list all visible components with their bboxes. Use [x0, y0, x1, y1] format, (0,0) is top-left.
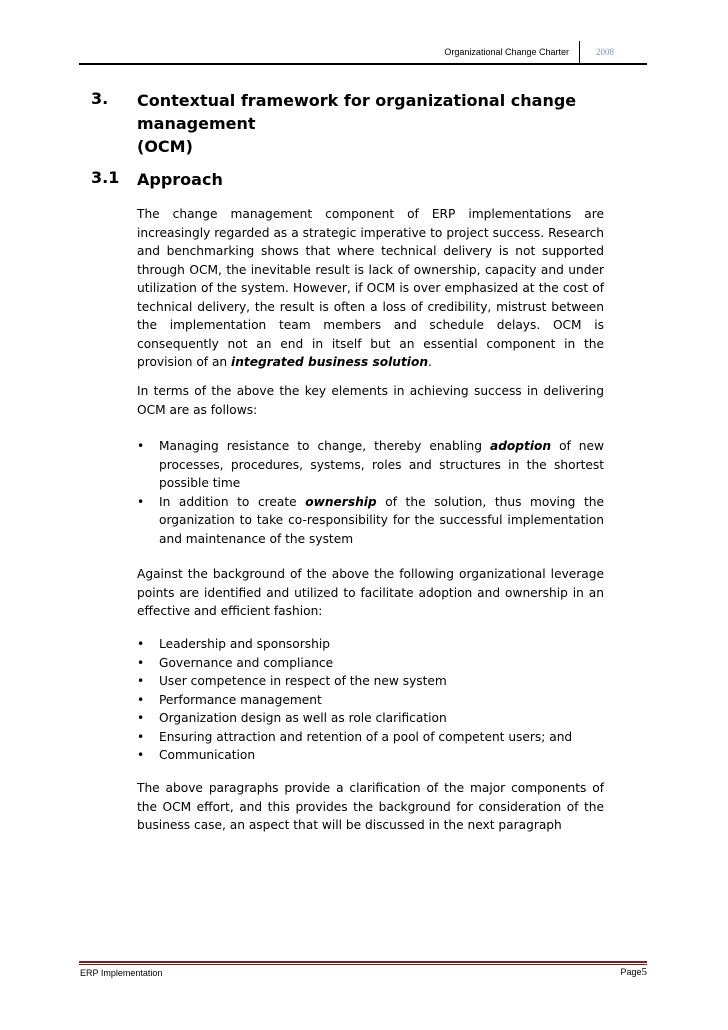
paragraph-4: The above paragraphs provide a clarification of the major components of the OCM effort, and this provides the background for consideration of the business case, an aspect that will be discussed in the next paragraph [137, 781, 604, 832]
section-number: 3. [91, 89, 109, 108]
footer-rule [79, 961, 647, 963]
paragraph-3: Against the background of the above the following organizational leverage points are identified and utilized to facilitate adoption and ownership in an effective and efficient fashion: [137, 567, 604, 618]
list-item: • In addition to create ownership of the solution, thus moving the organization to take co-responsibility for the successful implementation and maintenance of the system [137, 494, 604, 546]
section-title [137, 89, 637, 158]
bullet-icon: • [137, 637, 145, 651]
list-item: • Ensuring attraction and retention of a pool of competent users; and [137, 728, 604, 747]
section-title-line1: Contextual framework for organizational change management [137, 91, 577, 133]
bullet-icon: • [137, 729, 145, 744]
page-number-value: 5 [641, 966, 647, 978]
paragraph-1 [137, 205, 604, 372]
bullet-icon: • [137, 692, 145, 707]
section-title-line2: (OCM) [137, 137, 193, 156]
list-item: • Managing resistance to change, thereby enabling adoption of new processes, procedures, systems, roles and structures in the shortest possible time [137, 439, 605, 490]
list-item: • User competence in respect of the new system [137, 672, 604, 691]
paragraph-1-text: The change management component of ERP implementations are increasingly regarded as a strategic imperative to project success. Research and benchmarking shows that where technical delivery is not supported through OCM, the inevitable result is lack of ownership, capacity and under utilization of the system. However, if OCM is over emphasized at the cost of technical delivery, the result is often a loss of credibility, mistrust between the implementation team members and schedule delays. OCM is consequently not an end in itself but an essential component in the provision of an [137, 207, 604, 369]
emphasis-ownership: ownership [305, 494, 377, 509]
header-year: 2008 [596, 47, 614, 57]
subsection-title: Approach [137, 170, 223, 189]
subsection-number: 3.1 [91, 168, 120, 187]
bullet-icon: • [137, 711, 145, 725]
list-item: • Communication [137, 746, 604, 765]
list-item: • Governance and compliance [137, 654, 604, 673]
footer-rule-thin [79, 964, 647, 965]
bullet-icon: • [137, 494, 145, 509]
page-header [79, 41, 647, 63]
bullet-icon: • [137, 439, 145, 453]
paragraph-1-emphasis: integrated business solution [231, 355, 429, 369]
page-number [620, 966, 647, 978]
footer-title: ERP Implementation [80, 968, 163, 978]
key-elements-list [137, 437, 604, 548]
list-item: • Performance management [137, 691, 604, 710]
list-item: • Organization design as well as role clarification [137, 709, 604, 728]
header-rule [79, 63, 647, 65]
leverage-points-list [137, 635, 604, 765]
bullet-icon: • [137, 748, 145, 762]
header-divider [579, 41, 580, 63]
paragraph-2: In terms of the above the key elements in achieving success in delivering OCM are as follows: [137, 384, 604, 417]
bullet-icon: • [137, 655, 145, 670]
page-label: Page [620, 967, 642, 977]
emphasis-adoption: adoption [489, 439, 552, 453]
list-item: • Leadership and sponsorship [137, 635, 604, 654]
header-title: Organizational Change Charter [444, 47, 569, 57]
bullet-icon: • [137, 674, 145, 688]
paragraph-1-end: . [428, 355, 432, 369]
